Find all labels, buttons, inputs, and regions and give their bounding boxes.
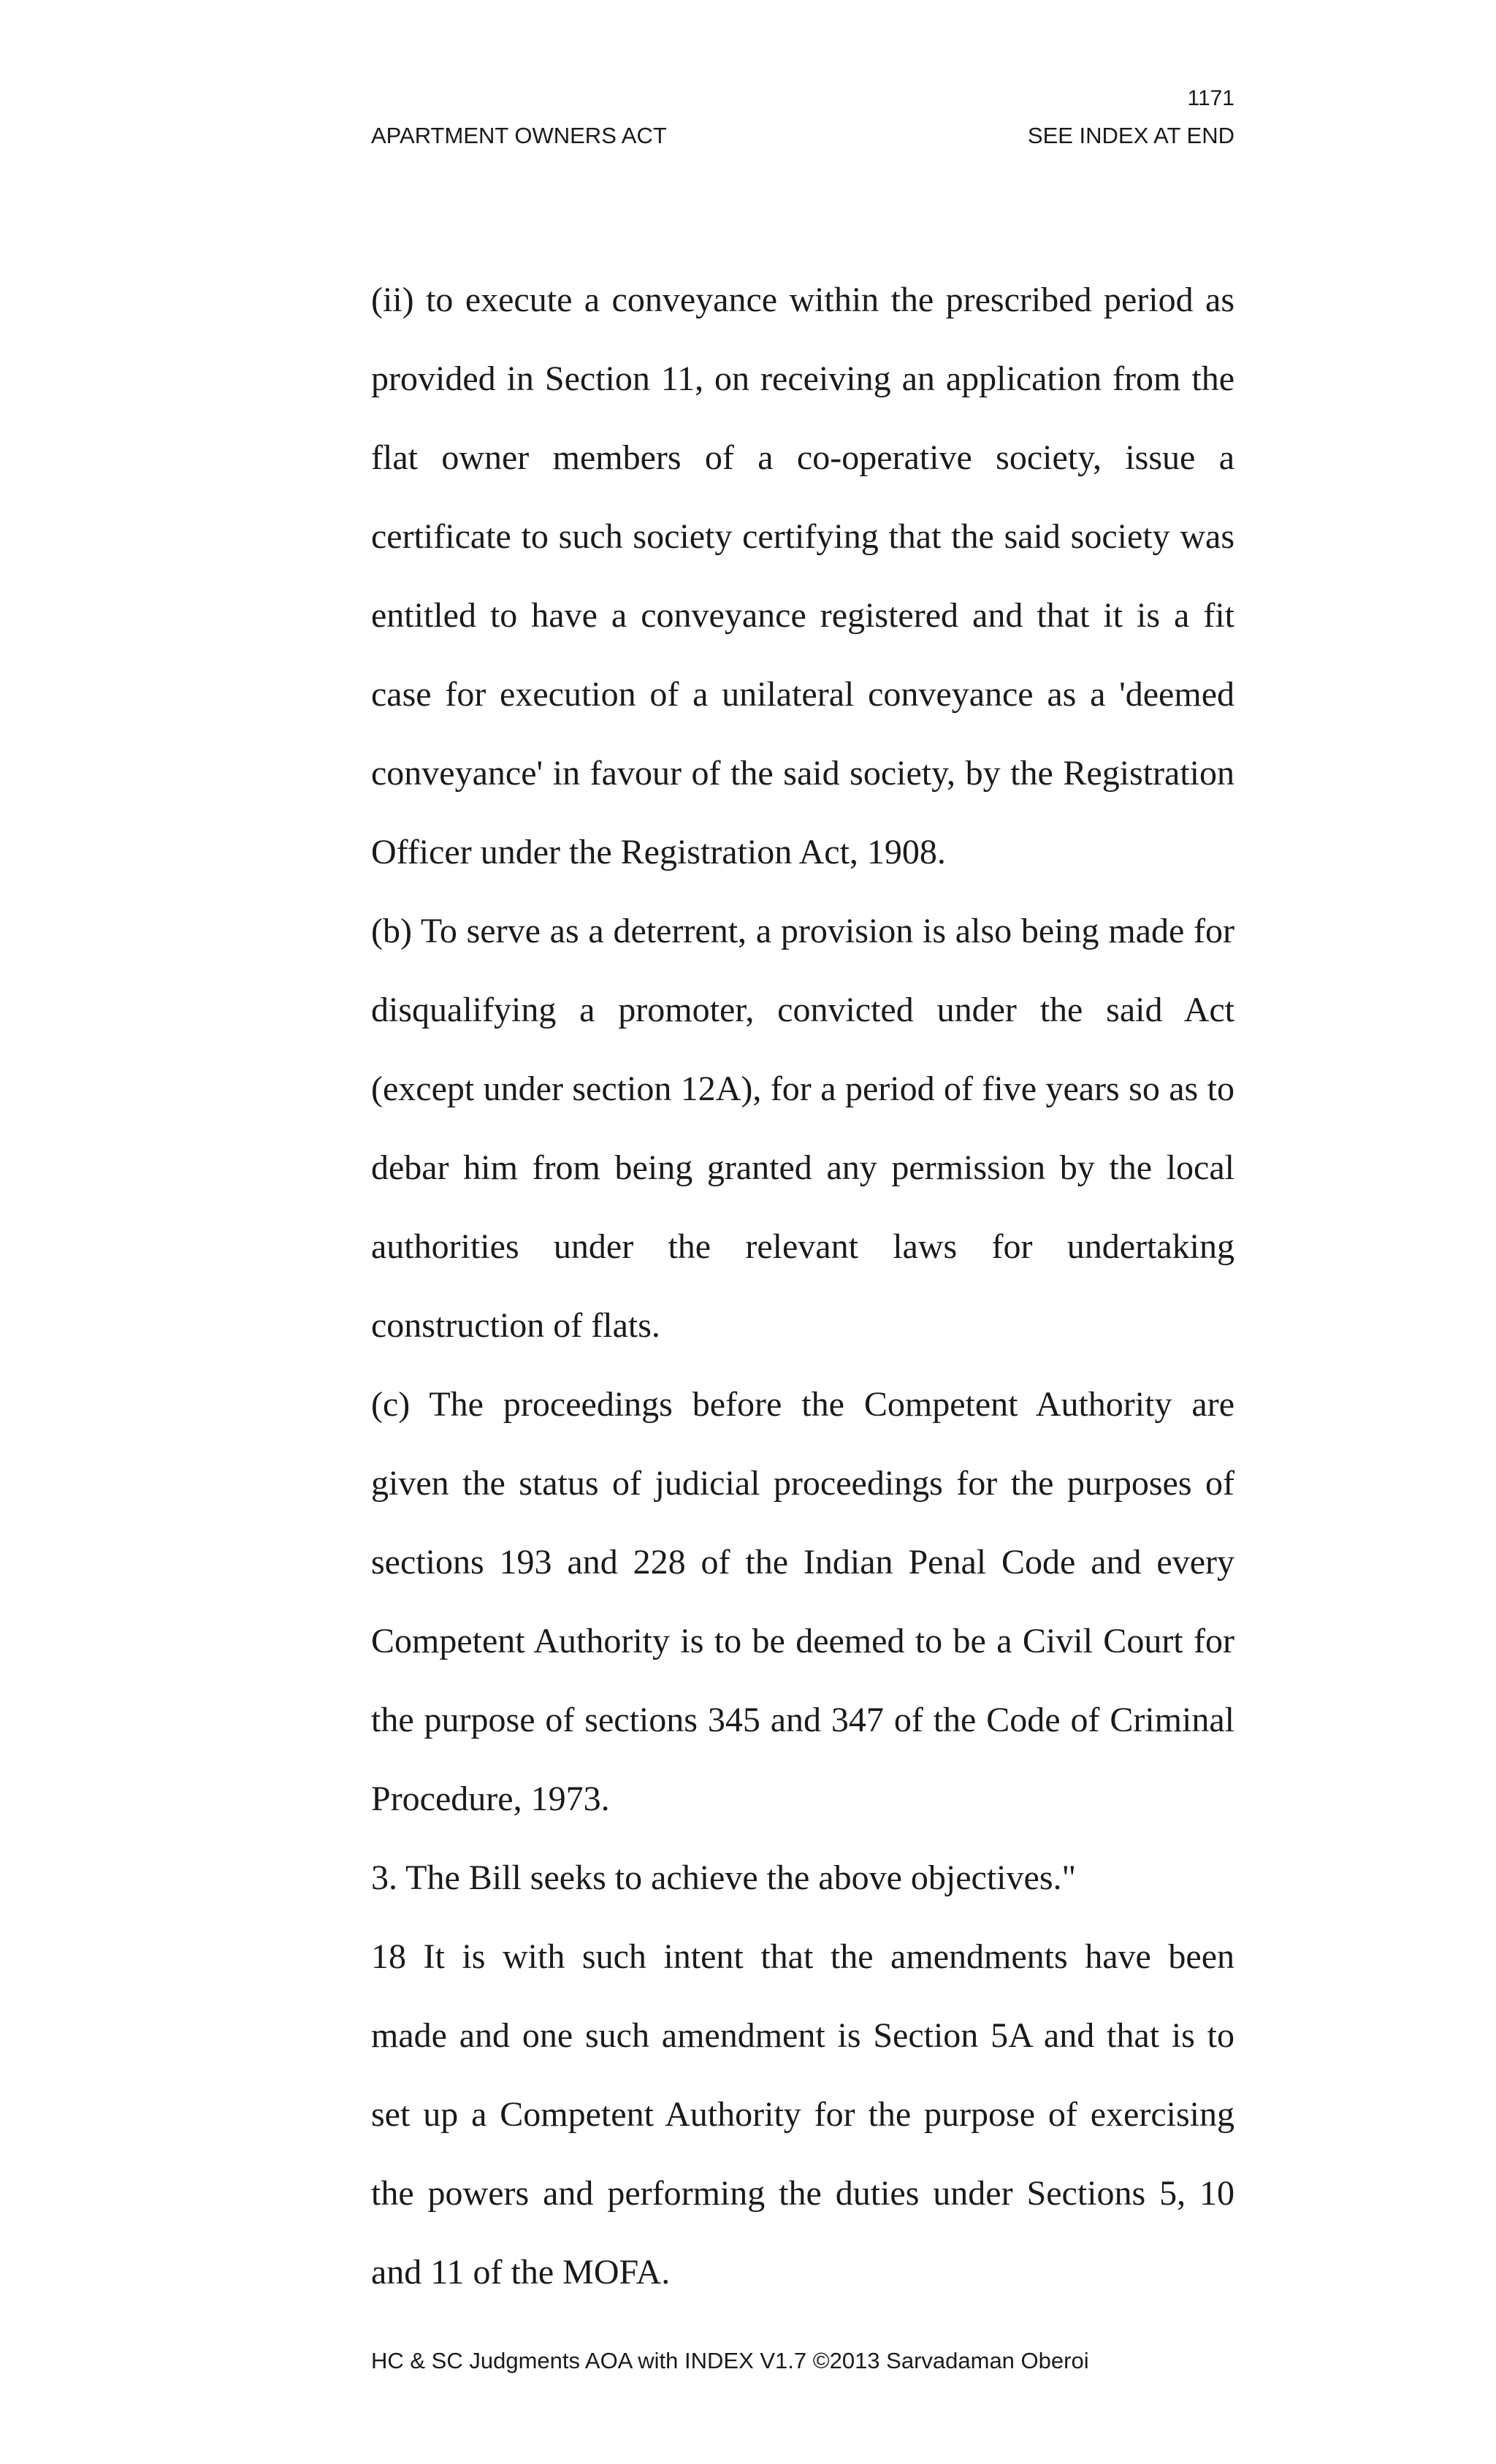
paragraph-bill-objectives: 3. The Bill seeks to achieve the above objectives." <box>371 1858 1077 1897</box>
paragraph-clause-b: (b) To serve as a deterrent, a provision is also being made for disqualifying a promoter, convicted under the said Act (except under section 12A), for a period of five years so as to debar him from being granted any permission by the local authorities under the relevant laws for undertaking construction of flats. <box>371 912 1234 1345</box>
header-index-note: SEE INDEX AT END <box>1027 123 1234 148</box>
paragraph-clause-c: (c) The proceedings before the Competent Authority are given the status of judicial proceedings for the purposes of sections 193 and 228 of the Indian Penal Code and every Competent Authority is to be deemed to be a Civil Court for the purpose of sections 345 and 347 of the Code of Criminal Procedure, 1973. <box>371 1385 1234 1818</box>
header-title: APARTMENT OWNERS ACT <box>371 123 667 148</box>
page-number: 1171 <box>1187 86 1234 110</box>
paragraph-18: 18 It is with such intent that the amendments have been made and one such amendment is Section 5A and that is to set up a Competent Authority for the purpose of exercising the powers and performing the duties under Sections 5, 10 and 11 of the MOFA. <box>371 1937 1234 2292</box>
page-footer: HC & SC Judgments AOA with INDEX V1.7 ©2013 Sarvadaman Oberoi <box>371 2348 1089 2373</box>
running-header <box>371 124 1234 147</box>
paragraph-clause-ii: (ii) to execute a conveyance within the prescribed period as provided in Section 11, on receiving an application from the flat owner members of a co-operative society, issue a certificate to such society certifying that the said society was entitled to have a conveyance registered and that it is a fit case for execution of a unilateral conveyance as a 'deemed conveyance' in favour of the said society, by the Registration Officer under the Registration Act, 1908. <box>371 281 1234 871</box>
body-text <box>371 261 1234 2312</box>
